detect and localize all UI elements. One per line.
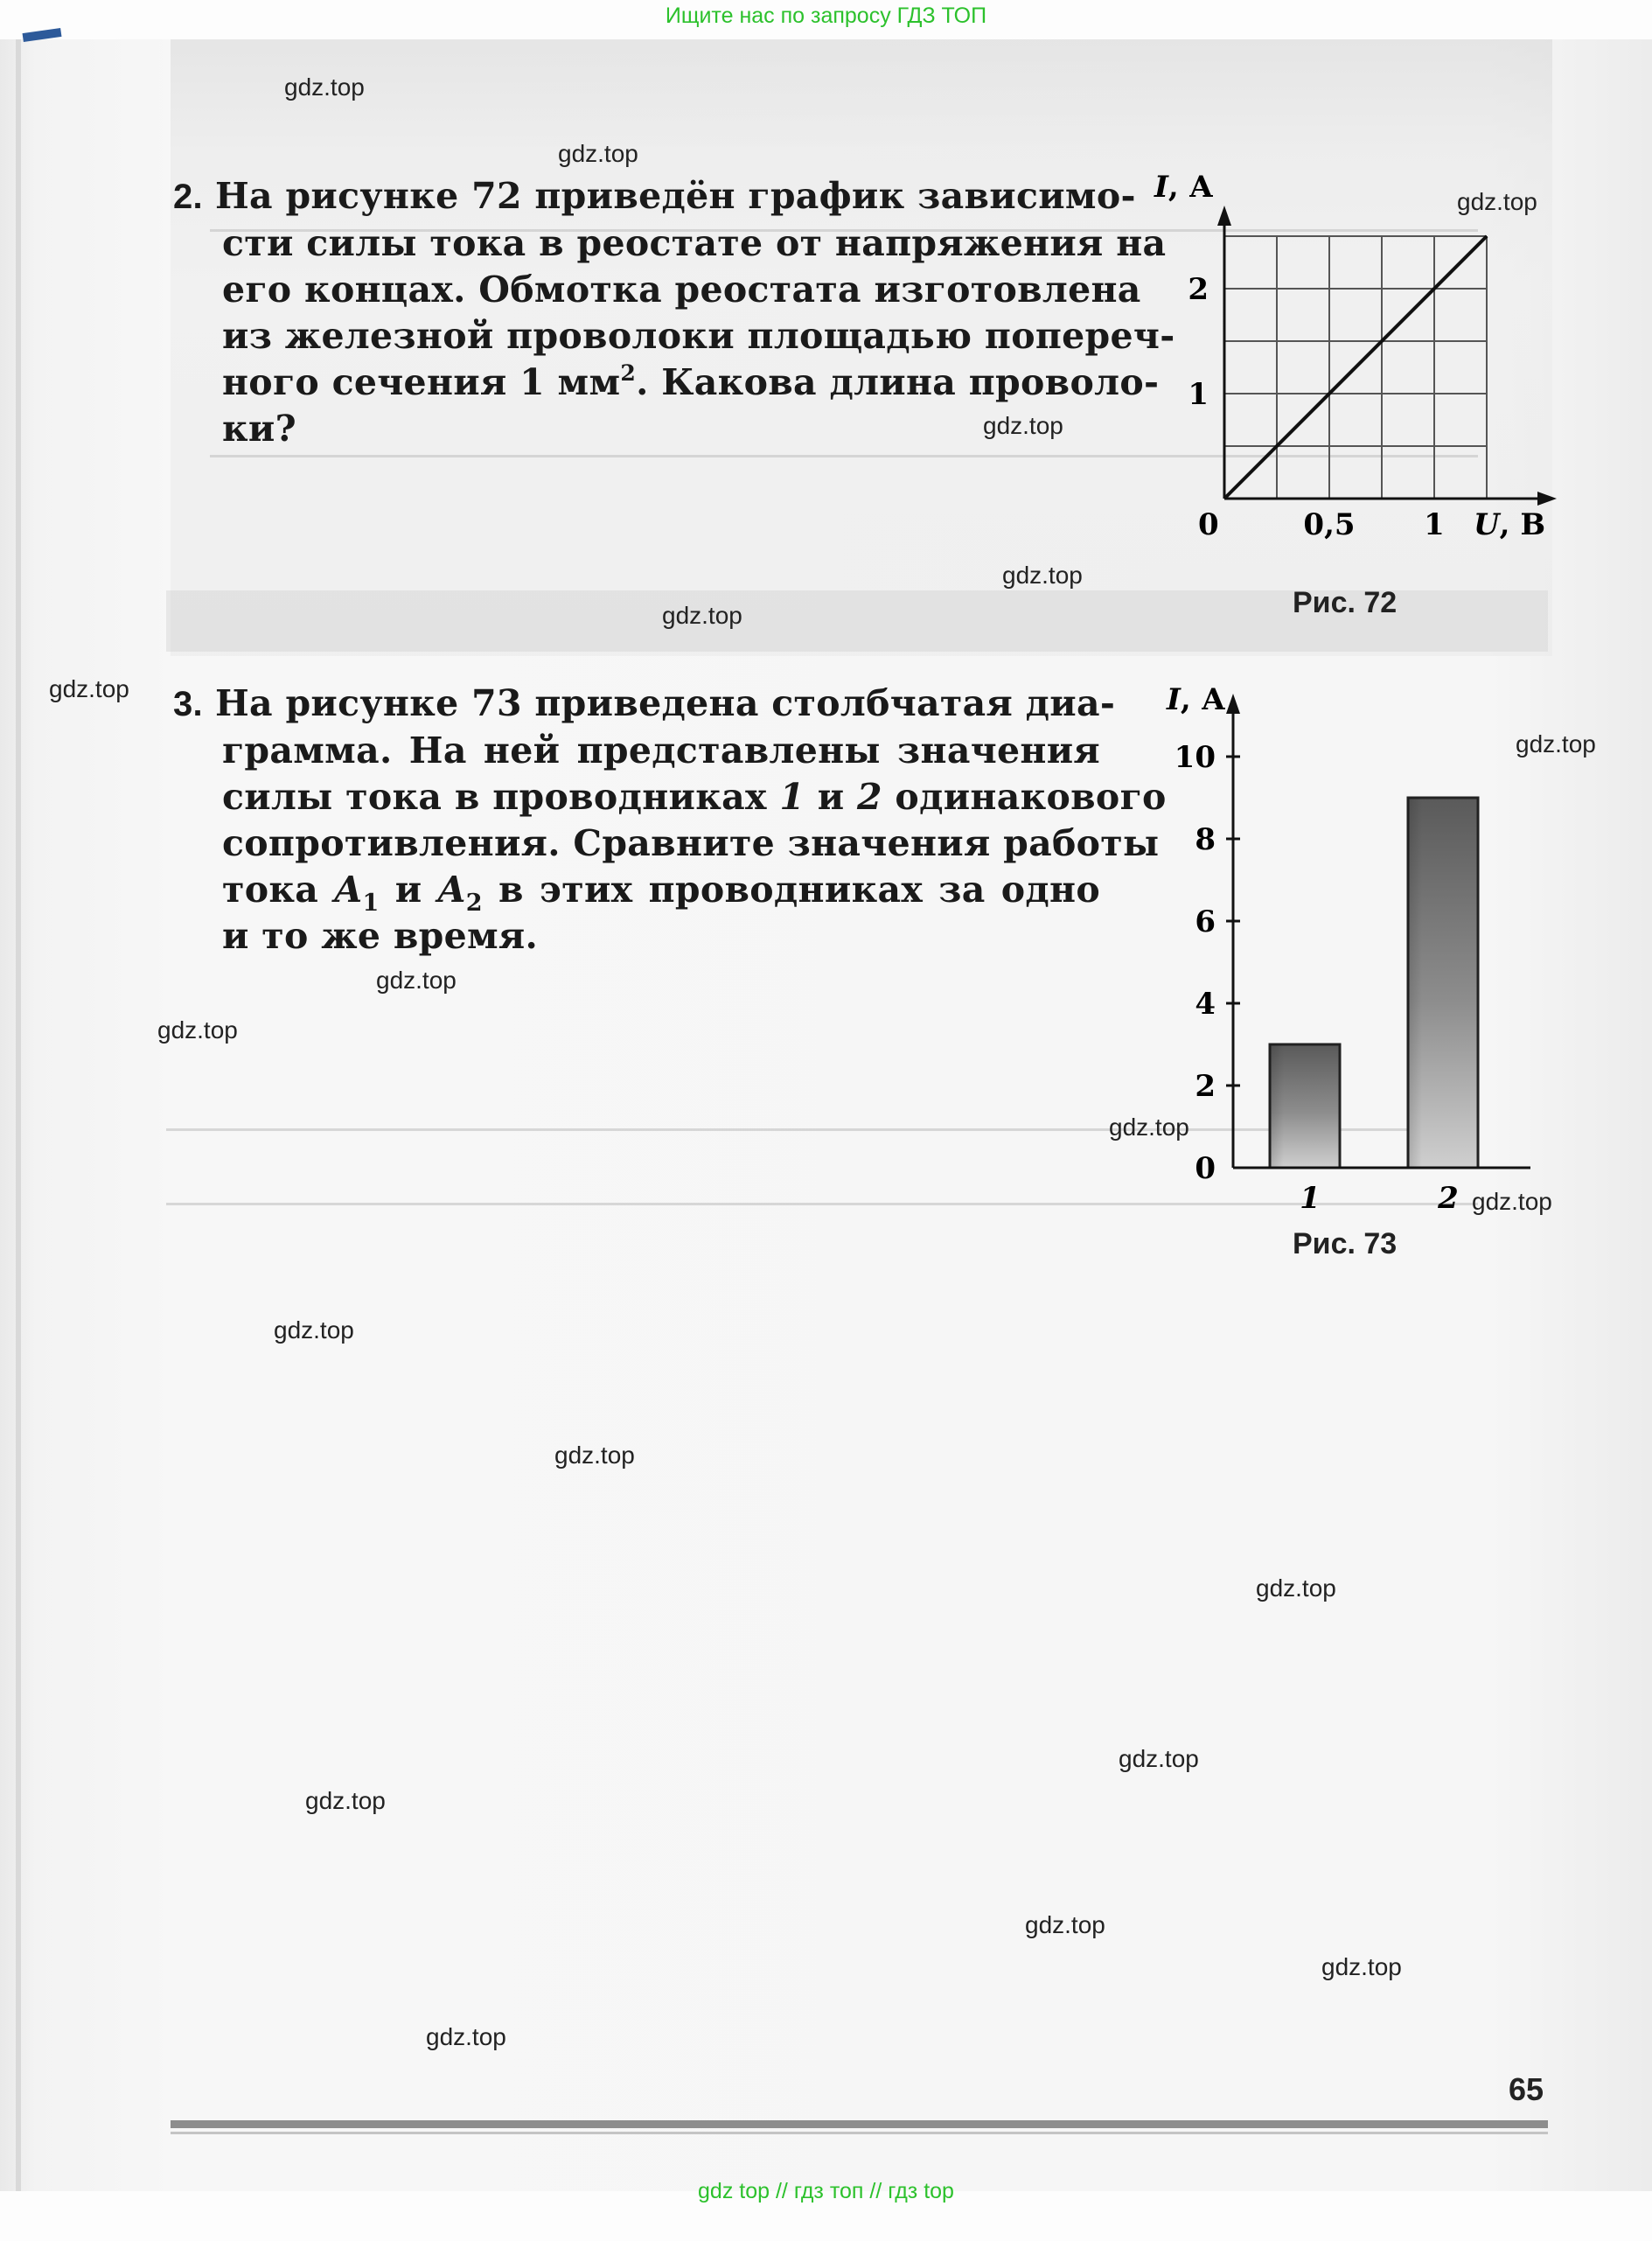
y-axis-arrow [1226, 694, 1240, 714]
work-symbol: A [437, 869, 466, 911]
watermark: gdz.top [49, 675, 129, 702]
watermark: gdz.top [284, 73, 365, 101]
problem-text-line: грамма. На ней представлены значения [222, 730, 1100, 771]
top-banner[interactable]: Ищите нас по запросу ГДЗ ТОП [665, 3, 987, 28]
watermark: gdz.top [662, 602, 742, 629]
figure-72-line-chart [1128, 170, 1546, 542]
x-tick-label: 1 [1424, 507, 1445, 542]
bar-shade [1270, 1044, 1284, 1168]
problem-text-line: из железной проволоки площадью попереч- [222, 315, 1175, 357]
bar-shade [1408, 798, 1422, 1168]
watermark: gdz.top [376, 967, 457, 994]
origin-label: 0 [1198, 507, 1219, 542]
y-tick-label: 6 [1195, 904, 1216, 939]
y-axis-var: I [1167, 682, 1181, 717]
problem-text-line: его концах. Обмотка реостата изготовлена [222, 269, 1141, 311]
watermark: gdz.top [1321, 1953, 1402, 1980]
footer-rule [171, 2120, 1548, 2128]
y-tick-label: 2 [1188, 272, 1209, 307]
y-tick-label: 8 [1195, 822, 1216, 857]
watermark: gdz.top [157, 1016, 238, 1044]
watermark: gdz.top [426, 2023, 506, 2050]
watermark: gdz.top [554, 1442, 635, 1469]
problem-text-line: ного сечения 1 мм [222, 361, 621, 403]
y-axis-label [1154, 170, 1214, 205]
watermark: gdz.top [1516, 730, 1596, 757]
watermark: gdz.top [983, 412, 1063, 439]
y-tick-label: 2 [1195, 1069, 1216, 1104]
watermark: gdz.top [1025, 1911, 1105, 1938]
problem-number: 3. [173, 685, 203, 723]
text-run: тока [222, 869, 335, 911]
y-tick-label: 4 [1195, 987, 1216, 1022]
y-axis-unit: , А [1168, 170, 1214, 205]
watermark: gdz.top [305, 1787, 386, 1814]
figure-73-caption: Рис. 73 [1293, 1227, 1398, 1260]
watermark: gdz.top [1002, 562, 1083, 589]
problem-number: 2. [173, 178, 203, 216]
watermark: gdz.top [558, 140, 638, 167]
text-run: и [379, 869, 438, 911]
y-tick-label: 1 [1188, 377, 1209, 412]
y-axis-arrow [1217, 206, 1231, 226]
problem-text-line: . Какова длина проволо- [636, 361, 1160, 403]
problem-text-line: ки? [222, 408, 296, 450]
subscript: 2 [465, 890, 483, 917]
problem-text-line: сопротивления. Сравните значения работы [222, 822, 1160, 864]
category-label: 1 [1300, 1181, 1321, 1216]
watermark: gdz.top [1457, 188, 1537, 215]
category-label: 2 [1438, 1181, 1459, 1216]
page-left-edge [16, 39, 21, 2191]
problem-text-line: сти силы тока в реостате от напряжения на [222, 222, 1167, 264]
bottom-banner[interactable]: gdz top // гдз топ // гдз top [698, 2179, 954, 2203]
problem-text-line: На рисунке 73 приведена столбчатая диа- [214, 682, 1116, 724]
work-symbol: A [334, 869, 363, 911]
page-number: 65 [1509, 2071, 1544, 2107]
y-tick-label: 0 [1195, 1151, 1216, 1186]
text-run: и [805, 776, 858, 818]
figure-72-caption: Рис. 72 [1293, 586, 1398, 619]
x-axis-label [1474, 507, 1545, 542]
conductor-1-ref: 1 [779, 776, 805, 818]
watermark: gdz.top [274, 1316, 354, 1344]
series-line [1224, 236, 1487, 499]
x-axis-var: U [1474, 507, 1500, 542]
y-axis-var: I [1154, 170, 1168, 205]
watermark: gdz.top [1109, 1114, 1189, 1141]
x-axis-unit: , В [1499, 507, 1546, 542]
problem-text-line: и то же время. [222, 915, 539, 957]
x-tick-label: 0,5 [1303, 507, 1356, 542]
problem-2 [173, 173, 1175, 452]
y-tick-label: 10 [1174, 740, 1216, 775]
watermark: gdz.top [1472, 1188, 1552, 1215]
problem-text-line: На рисунке 72 приведён график зависимо- [214, 175, 1136, 217]
problem-3 [173, 681, 1167, 960]
text-run: в этих проводниках за одно [482, 869, 1101, 911]
watermark: gdz.top [1256, 1574, 1336, 1602]
y-axis-label [1166, 682, 1226, 717]
text-run: одинакового [882, 776, 1167, 818]
subscript: 1 [362, 890, 380, 917]
superscript: 2 [620, 360, 637, 386]
conductor-2-ref: 2 [857, 776, 882, 818]
watermark: gdz.top [1119, 1745, 1199, 1772]
y-axis-unit: , А [1180, 682, 1226, 717]
bleed-line [166, 1203, 1478, 1205]
footer-rule-thin [171, 2132, 1548, 2134]
text-run: силы тока в проводниках [222, 776, 780, 818]
